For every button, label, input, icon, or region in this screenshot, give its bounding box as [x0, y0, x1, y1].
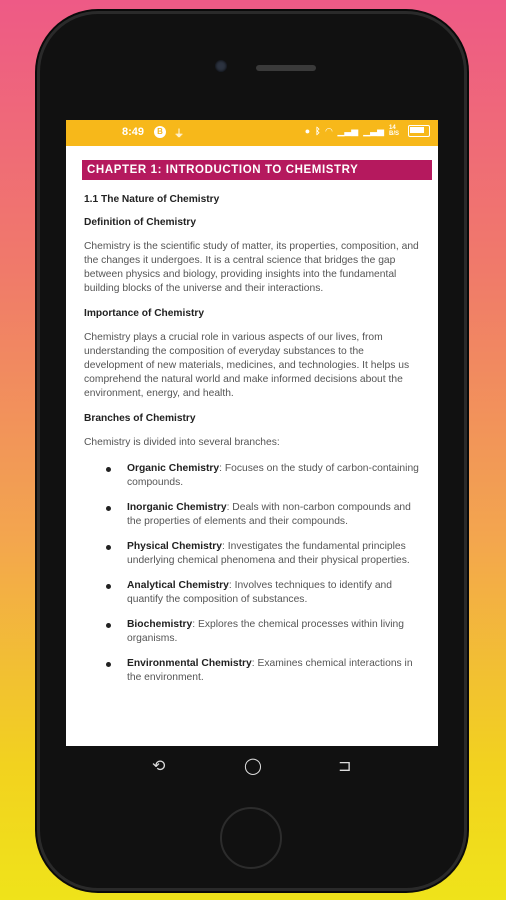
branch-desc: : Involves techniques to identify and quantify the composition of substances. — [127, 580, 393, 605]
list-item — [82, 657, 427, 685]
branches-heading: Branches of Chemistry — [84, 413, 196, 424]
bullet-icon — [106, 584, 111, 589]
home-circle-icon[interactable]: ◯ — [244, 758, 262, 775]
physical-home-button[interactable] — [220, 807, 282, 869]
branch-name: Inorganic Chemistry — [127, 502, 227, 513]
earpiece-speaker — [256, 65, 316, 71]
bullet-icon — [106, 545, 111, 550]
battery-icon — [408, 125, 430, 137]
section-title: 1.1 The Nature of Chemistry — [84, 194, 220, 205]
bluetooth-icon: ᛒ — [315, 126, 321, 136]
status-icons — [305, 125, 430, 137]
net-speed: 14 B/S — [389, 125, 400, 137]
signal-icon: ▁▃▅ — [337, 125, 359, 136]
chapter-title: CHAPTER 1: INTRODUCTION TO CHEMISTRY — [82, 160, 432, 180]
branch-desc: : Focuses on the study of carbon-containing compounds. — [127, 463, 419, 488]
importance-text: Chemistry plays a crucial role in various aspects of our lives, from understanding the composition of everyday substances to the development of new materials, medicines, and technologies. It helps us comprehend the natural world and make informed decisions about the environment, energy, and health. — [84, 332, 410, 399]
branch-name: Environmental Chemistry — [127, 658, 252, 669]
definition-heading: Definition of Chemistry — [84, 217, 197, 228]
bullet-icon — [106, 662, 111, 667]
branch-name: Organic Chemistry — [127, 463, 220, 474]
android-nav-bar — [66, 746, 438, 786]
importance-heading: Importance of Chemistry — [84, 308, 205, 319]
chapter-content — [66, 146, 438, 685]
branch-name: Analytical Chemistry — [127, 580, 229, 591]
definition-text: Chemistry is the scientific study of matter, its properties, composition, and the changes it undergoes. It is a central science that bridges the gap between physics and biology, providing insights into the fundamental building blocks of the universe and their interactions. — [84, 241, 419, 294]
branch-desc: : Deals with non-carbon compounds and the properties of elements and their compounds. — [127, 502, 411, 527]
list-item — [82, 579, 427, 607]
usb-icon: ⏚ — [174, 129, 184, 140]
status-bar — [66, 120, 438, 146]
app-screen — [66, 120, 438, 746]
list-item — [82, 462, 427, 490]
status-time: 8:49 — [122, 126, 145, 138]
list-item — [82, 501, 427, 529]
list-item — [82, 540, 427, 568]
back-icon[interactable]: ⊐ — [338, 758, 352, 775]
branches-list — [82, 462, 428, 685]
bullet-icon — [106, 623, 111, 628]
bullet-icon — [106, 467, 111, 472]
recents-icon[interactable]: ⟲ — [152, 758, 166, 775]
branch-desc: : Explores the chemical processes within living organisms. — [127, 619, 404, 644]
notification-badge-icon: B — [154, 126, 166, 138]
signal-icon-2: ▁▃▅ — [363, 125, 384, 136]
front-camera — [215, 60, 227, 72]
chat-icon: ● — [304, 126, 311, 136]
bullet-icon — [106, 506, 111, 511]
branch-name: Biochemistry — [127, 619, 193, 630]
branches-intro: Chemistry is divided into several branches: — [84, 437, 280, 448]
wifi-icon: ◠ — [325, 125, 333, 136]
list-item — [82, 618, 427, 646]
branch-desc: : Examines chemical interactions in the environment. — [127, 658, 413, 683]
branch-name: Physical Chemistry — [127, 541, 223, 552]
branch-desc: : Investigates the fundamental principles underlying chemical phenomena and their physical properties. — [127, 541, 410, 566]
